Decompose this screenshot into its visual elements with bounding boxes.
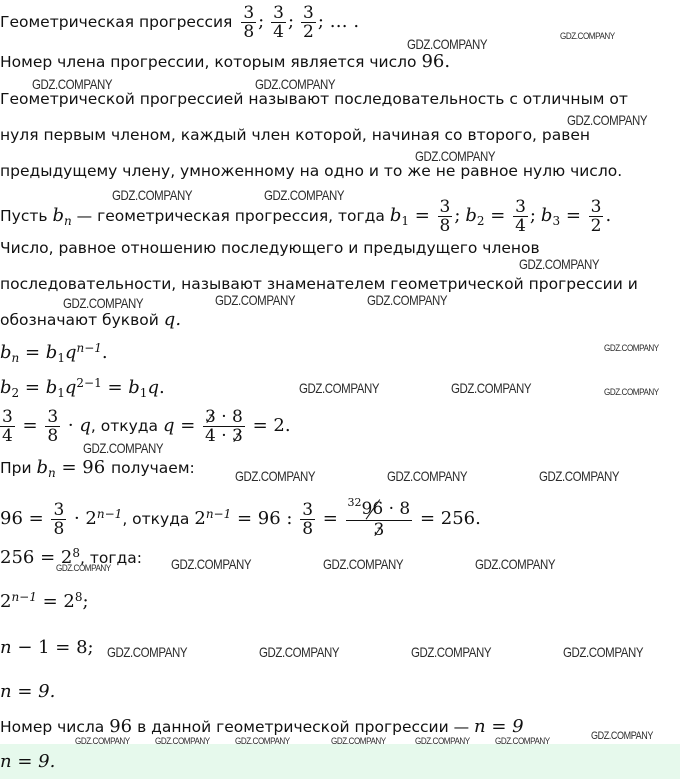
- definition-line-1: Геометрической прогрессией называют последовательность с отличным от: [0, 90, 628, 108]
- formula-b2: $b_2 = b_1q^{2-1} = b_1q$.: [0, 375, 165, 401]
- denominator-line-1: Число, равное отношению последующего и предыдущего членов: [0, 239, 540, 257]
- denominator-line-3: [0, 310, 181, 330]
- watermark: GDZ.COMPANY: [387, 468, 468, 484]
- task-question: [0, 52, 450, 72]
- when-text: При: [0, 459, 32, 477]
- term1-fraction: $\frac{3}{8}$: [243, 3, 255, 42]
- answer-box: [0, 744, 680, 779]
- get-text: получаем:: [110, 459, 195, 477]
- watermark: GDZ.COMPANY: [415, 148, 496, 164]
- term3-fraction: $\frac{3}{2}$: [303, 3, 314, 42]
- watermark: GDZ.COMPANY: [235, 468, 316, 484]
- conclusion-text-b: в данной геометрической прогрессии —: [137, 718, 470, 736]
- task-sequence-line: Геометрическая прогрессия $\frac{3}{8}$ ; $\frac{3}{4}$ ; $\frac{3}{2}$ ; … .: [0, 3, 360, 42]
- watermark: GDZ.COMPANY: [495, 736, 550, 746]
- watermark: GDZ.COMPANY: [604, 387, 659, 397]
- task-ellipsis: ; … .: [317, 11, 360, 32]
- q-symbol: q.: [163, 309, 182, 330]
- answer-text: n = 9.: [0, 751, 56, 772]
- equation-n-minus-1: n − 1 = 8;: [0, 637, 94, 658]
- watermark: GDZ.COMPANY: [604, 343, 659, 353]
- watermark: GDZ.COMPANY: [539, 468, 620, 484]
- watermark: GDZ.COMPANY: [331, 736, 386, 746]
- watermark: GDZ.COMPANY: [255, 76, 336, 92]
- let-text: Пусть: [0, 207, 48, 225]
- watermark: GDZ.COMPANY: [264, 187, 345, 203]
- watermark: GDZ.COMPANY: [560, 31, 615, 41]
- watermark: GDZ.COMPANY: [451, 380, 532, 396]
- conclusion-line: Номер числа 96 в данной геометрической прогрессии — n = 9: [0, 716, 524, 737]
- watermark: GDZ.COMPANY: [259, 644, 340, 660]
- task-question-number: 96.: [421, 51, 451, 72]
- b2-fraction: $\frac{3}{4}$: [515, 197, 526, 236]
- equation-powers: $2^{n-1} = 2^8$;: [0, 589, 89, 612]
- denominator-line-2: последовательности, называют знаменателем геометрической прогрессии и: [0, 275, 638, 293]
- q-computation: $\frac{3}{4}$ = $\frac{3}{8}$ · q, откуда q = $\frac{3 \cdot 8}{4 \cdot 3}$ = 2.: [2, 407, 291, 446]
- watermark: GDZ.COMPANY: [407, 36, 488, 52]
- equation-96: 96 = $\frac{3}{8}$ · $2^{n-1}$, откуда $2^{n-1} = 96$ : $\frac{3}{8}$ = $\frac{^{32}96 \cdot 8}{3}$ = 256.: [0, 496, 481, 540]
- watermark: GDZ.COMPANY: [235, 736, 290, 746]
- definition-line-2: нуля первым членом, каждый член которой, начиная со второго, равен: [0, 126, 591, 144]
- let-line: Пусть $b_n$ — геометрическая прогрессия, тогда $b_1$ = $\frac{3}{8}$ ; $b_2$ = $\frac{3}{4}$ ; $b_3$ = $\frac{3}{2}$ .: [0, 197, 612, 236]
- watermark: GDZ.COMPANY: [415, 736, 470, 746]
- watermark: GDZ.COMPANY: [475, 556, 556, 572]
- watermark: GDZ.COMPANY: [411, 644, 492, 660]
- watermark: GDZ.COMPANY: [171, 556, 252, 572]
- formula-bn: $b_n = b_1q^{n-1}$.: [0, 340, 108, 366]
- watermark: GDZ.COMPANY: [367, 292, 448, 308]
- watermark: GDZ.COMPANY: [107, 644, 188, 660]
- watermark: GDZ.COMPANY: [563, 644, 644, 660]
- term2-fraction: $\frac{3}{4}$: [273, 3, 284, 42]
- division-fraction: $\frac{^{32}96 \cdot 8}{3}$: [347, 496, 411, 540]
- watermark: GDZ.COMPANY: [112, 187, 193, 203]
- b3-fraction: $\frac{3}{2}$: [590, 197, 602, 236]
- watermark: GDZ.COMPANY: [299, 380, 380, 396]
- conclusion-value: n = 9: [474, 716, 524, 737]
- watermark: GDZ.COMPANY: [519, 256, 600, 272]
- watermark: GDZ.COMPANY: [63, 295, 144, 311]
- watermark: GDZ.COMPANY: [323, 556, 404, 572]
- definition-line-3: предыдущему члену, умноженному на одно и то же не равное нулю число.: [0, 162, 623, 180]
- equation-256: $256 = 2^8$, тогда:: [0, 545, 142, 568]
- b1-fraction: $\frac{3}{8}$: [439, 197, 451, 236]
- whence-text: , откуда: [90, 417, 159, 435]
- let-text-2: — геометрическая прогрессия, тогда: [76, 207, 385, 225]
- task-intro: Геометрическая прогрессия: [0, 13, 233, 31]
- denominator-text: обозначают буквой: [0, 311, 159, 329]
- watermark: GDZ.COMPANY: [32, 76, 113, 92]
- task-question-text: Номер члена прогрессии, которым является число: [0, 53, 417, 71]
- conclusion-text-a: Номер числа: [0, 718, 105, 736]
- watermark: GDZ.COMPANY: [83, 440, 164, 456]
- watermark: GDZ.COMPANY: [155, 736, 210, 746]
- whence-text-2: , откуда: [122, 510, 190, 528]
- watermark: GDZ.COMPANY: [215, 292, 296, 308]
- when-line: При $b_n = 96$ получаем:: [0, 457, 195, 481]
- q-fraction: $\frac{3 \cdot 8}{4 \cdot 3}$: [205, 407, 243, 446]
- then-text: , тогда:: [79, 549, 142, 567]
- watermark: GDZ.COMPANY: [591, 730, 653, 742]
- watermark: GDZ.COMPANY: [567, 112, 648, 128]
- watermark: GDZ.COMPANY: [56, 563, 111, 573]
- watermark: GDZ.COMPANY: [75, 736, 130, 746]
- solution-result: n = 9.: [0, 681, 56, 702]
